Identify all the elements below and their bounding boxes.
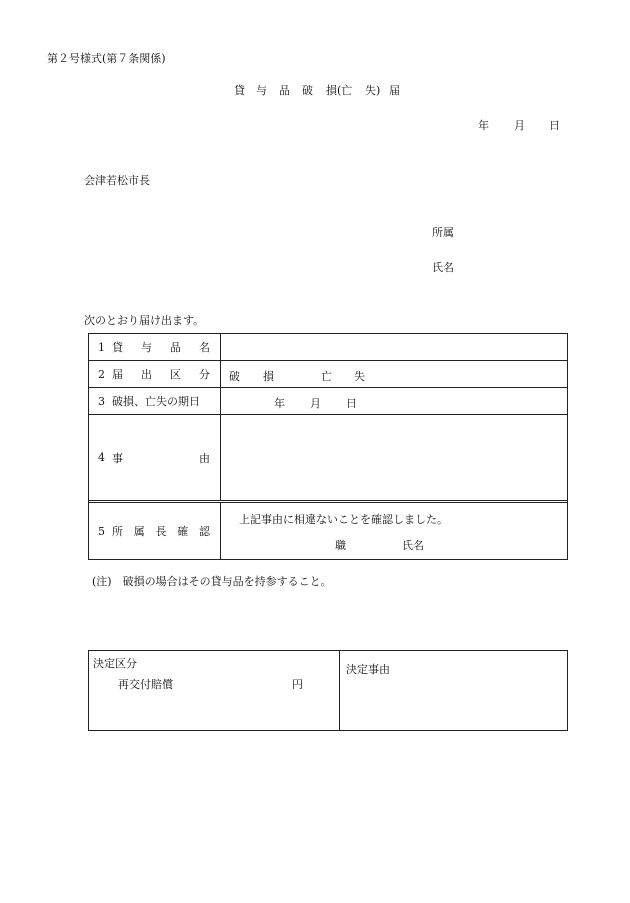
- label-char: 確: [177, 525, 189, 538]
- label-char: 品: [170, 341, 181, 354]
- date-year-label: 年: [478, 119, 489, 132]
- title-char: 品: [279, 84, 290, 97]
- label-char: 所: [112, 525, 123, 538]
- supervisor-name-label: 氏名: [402, 539, 424, 552]
- label-char: 区: [170, 368, 181, 381]
- year-label: 年: [274, 397, 285, 410]
- label-char: 由: [199, 451, 210, 465]
- table-row: [89, 334, 567, 361]
- form-number: 第２号様式(第７条関係): [47, 52, 166, 65]
- day-label: 日: [346, 397, 357, 410]
- label-char: 分: [199, 368, 210, 381]
- option-damage-char: 破: [229, 370, 240, 383]
- decision-category-label: 決定区分: [93, 657, 137, 670]
- table-row: [89, 361, 567, 388]
- title-char: 貸: [234, 84, 245, 97]
- label-char: 事: [112, 451, 123, 465]
- label-char: 属: [133, 525, 145, 538]
- row-number: 5: [98, 524, 105, 538]
- intro-text: 次のとおり届け出ます。: [84, 314, 205, 327]
- option-loss-char: 亡: [321, 370, 332, 383]
- affiliation-label: 所属: [432, 226, 454, 239]
- addressee: 会津若松市長: [84, 174, 150, 187]
- date-month-label: 月: [514, 119, 525, 132]
- row-label: [89, 361, 221, 387]
- loaned-item-field[interactable]: [221, 334, 567, 360]
- option-damage-char: 損: [263, 370, 274, 383]
- decision-box: [88, 650, 568, 731]
- row-label: [89, 388, 221, 414]
- reissue-compensation-label: 再交付賠償: [118, 678, 173, 691]
- row-label: [89, 415, 221, 500]
- title-char: 届: [389, 84, 400, 97]
- name-label: 氏名: [432, 261, 454, 274]
- confirmation-text: 上記事由に相違ないことを確認しました。: [239, 513, 448, 526]
- table-row: [89, 388, 567, 415]
- report-table: [88, 333, 568, 560]
- label-char: 与: [141, 341, 152, 354]
- decision-category-cell[interactable]: [89, 651, 340, 730]
- label-char: 届: [112, 368, 123, 381]
- report-category-field[interactable]: [221, 361, 567, 387]
- title-char: 損(亡: [326, 84, 353, 97]
- table-row: [89, 415, 567, 503]
- note-text: (注) 破損の場合はその貸与品を持参すること。: [92, 575, 332, 588]
- row-number: 4: [98, 451, 105, 464]
- table-row: [89, 503, 567, 559]
- label-char: 長: [155, 525, 167, 538]
- row-number: 2: [98, 367, 105, 381]
- decision-reason-cell[interactable]: [340, 651, 567, 730]
- incident-date-field[interactable]: [221, 388, 567, 414]
- label-char: 出: [141, 368, 152, 381]
- row-number: 1: [98, 340, 105, 354]
- label-char: 認: [199, 525, 210, 538]
- label-text: 破損、亡失の期日: [112, 395, 200, 408]
- label-char: 名: [199, 341, 210, 354]
- label-char: 貸: [112, 341, 123, 354]
- title-char: 破: [302, 84, 313, 97]
- post-label: 職: [335, 539, 346, 552]
- month-label: 月: [310, 397, 321, 410]
- date-day-label: 日: [549, 119, 560, 132]
- title-char: 失): [365, 84, 381, 97]
- row-label: [89, 503, 221, 559]
- option-loss-char: 失: [354, 370, 365, 383]
- title-char: 与: [256, 84, 267, 97]
- reason-field[interactable]: [221, 415, 567, 500]
- row-label: [89, 334, 221, 360]
- decision-reason-label: 決定事由: [346, 663, 390, 676]
- yen-unit: 円: [292, 678, 303, 691]
- supervisor-confirmation-field[interactable]: [221, 503, 567, 559]
- row-number: 3: [98, 394, 105, 408]
